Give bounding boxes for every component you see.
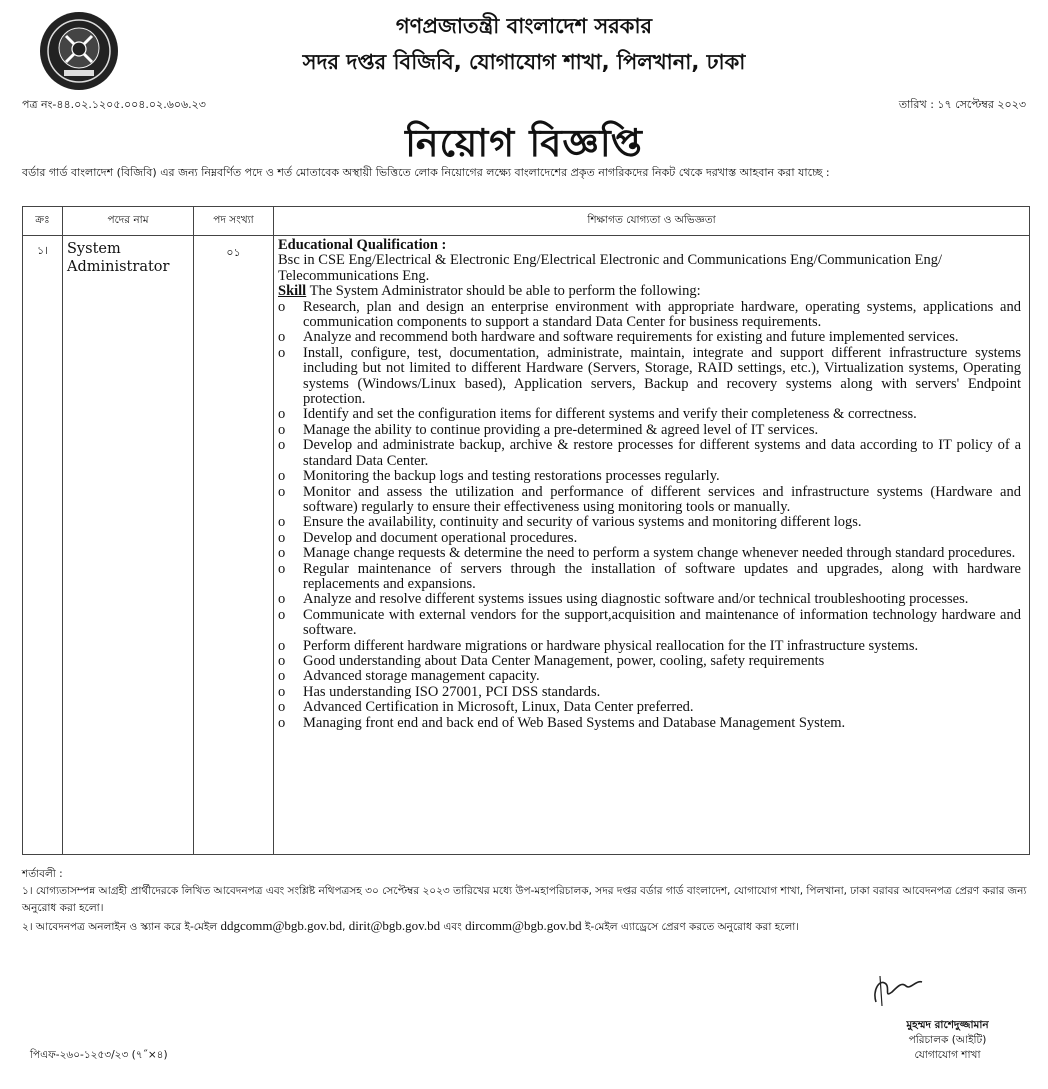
list-item: o Perform different hardware migrations or hardware physical reallocation for the IT infrastructure systems. [278, 637, 919, 654]
edu-qualification-title: Educational Qualification : [278, 237, 447, 253]
signatory-section: যোগাযোগ শাখা [914, 1049, 981, 1061]
list-item: o Manage change requests & determine the need to perform a system change whenever needed through standard procedures. [278, 545, 1016, 562]
conditions-section [22, 866, 1028, 936]
list-item: o Analyze and resolve different systems issues using diagnostic software and/or technical troubleshooting processes. [278, 591, 969, 608]
bullet-icon: o [278, 329, 286, 346]
row-serial: ১। [23, 236, 63, 855]
skill-intro-text: The System Administrator should be able to perform the following: [306, 283, 701, 300]
list-item: o Communicate with external vendors for the support,acquisition and maintenance of information technology hardware and software. [278, 606, 1021, 639]
bullet-icon: o [278, 668, 286, 685]
bullet-icon: o [278, 298, 286, 315]
post-name-line1: System [67, 241, 121, 257]
bullet-icon: o [278, 606, 286, 623]
list-item: o Develop and administrate backup, archive & restore processes for different systems and data according to IT policy of a standard Data Center. [278, 437, 1021, 469]
list-item: o Monitoring the backup logs and testing restorations processes regularly. [278, 468, 720, 485]
row-vacancies: ০১ [194, 236, 274, 855]
col-header-vacancies: পদ সংখ্যা [194, 207, 274, 236]
bullet-icon: o [278, 714, 286, 731]
skill-intro-line [278, 284, 1021, 299]
list-item: o Analyze and recommend both hardware and software requirements for existing and future implemented services. [278, 329, 959, 346]
list-item: o Good understanding about Data Center Management, power, cooling, safety requirements [278, 652, 825, 669]
condition-item-2: ২। আবেদনপত্র অনলাইন ও স্ক্যান করে ই-মেইল ddgcomm@bgb.gov.bd, dirit@bgb.gov.bd এবং dircomm@bgb.gov.bd ই-মেইল এ্যাড্রেসে প্রেরণ করতে অনুরোধ করা হলো। [22, 918, 800, 933]
notice-title: নিয়োগ বিজ্ঞপ্তি [405, 121, 643, 165]
bullet-icon: o [278, 483, 286, 500]
bullet-icon: o [278, 560, 286, 577]
table-header-row [23, 207, 1030, 236]
bullet-icon: o [278, 514, 286, 531]
list-item: o Managing front end and back end of Web Based Systems and Database Management System. [278, 714, 846, 731]
email-dircomm[interactable]: dircomm@bgb.gov.bd [465, 918, 582, 933]
bullet-icon: o [278, 529, 286, 546]
bullet-icon: o [278, 683, 286, 700]
bullet-icon: o [278, 344, 286, 361]
list-item: o Monitor and assess the utilization and performance of different services and infrastructure systems (Hardware and software) regularly to ensure their effectiveness using monitoring tools or manually. [278, 483, 1021, 515]
bullet-icon: o [278, 652, 286, 669]
bullet-icon: o [278, 468, 286, 485]
col-header-post: পদের নাম [63, 207, 194, 236]
email-dirit[interactable]: dirit@bgb.gov.bd [348, 918, 441, 933]
intro-paragraph: বর্ডার গার্ড বাংলাদেশ (বিজিবি) এর জন্য নিম্নবর্ণিত পদে ও শর্ত মোতাবেক অস্থায়ী ভিত্তিতে লোক নিয়োগের লক্ষ্যে বাংলাদেশের প্রকৃত নাগরিকদের নিকট থেকে দরখাস্ত আহবান করা যাচ্ছে : [22, 166, 830, 179]
bullet-icon: o [278, 437, 286, 454]
bullet-icon: o [278, 637, 286, 654]
skills-list [278, 300, 1021, 731]
bullet-icon: o [278, 406, 286, 423]
condition-item-1: ১। যোগ্যতাসম্পন্ন আগ্রহী প্রার্থীদেরকে লিখিত আবেদনপত্র এবং সংশ্লিষ্ট নথিপত্রসহ ৩০ সেপ্টেম্বর ২০২৩ তারিখের মধ্যে উপ-মহাপরিচালক, সদর দপ্তর বর্ডার গার্ড বাংলাদেশ, যোগাযোগ শাখা, পিলখানা, ঢাকা বরাবর আবেদনপত্র প্রেরণ করার জন্য অনুরোধ করা হলো। [22, 885, 1027, 914]
memo-number: পত্র নং-৪৪.০২.১২০৫.০০৪.০২.৬০৬.২৩ [22, 98, 206, 111]
header-office-address: সদর দপ্তর বিজিবি, যোগাযোগ শাখা, পিলখানা, ঢাকা [302, 50, 746, 74]
list-item: o Develop and document operational procedures. [278, 529, 578, 546]
memo-date: তারিখ : ১৭ সেপ্টেম্বর ২০২৩ [898, 98, 1026, 111]
bullet-icon: o [278, 545, 286, 562]
list-item: o Advanced storage management capacity. [278, 668, 540, 685]
list-item: o Install, configure, test, documentation, administrate, maintain, integrate and support different infrastructure systems including but not limited to different Hardware (Servers, Storage, RAID settings, etc.), Virtualization systems, Operating systems (Windows/Linux based), Application servers, Backup and recovery systems along with servers' Endpoint protection. [278, 344, 1021, 408]
signature-scribble [862, 962, 942, 1012]
list-item: o Has understanding ISO 27001, PCI DSS standards. [278, 683, 601, 700]
row-post-name [63, 236, 194, 855]
signatory-name: মুহম্মদ রাশেদুজ্জামান [906, 1019, 989, 1031]
row-qualification [274, 236, 1030, 855]
signature-block [860, 1018, 1035, 1063]
bullet-icon: o [278, 421, 286, 438]
col-header-qualification: শিক্ষাগত যোগ্যতা ও অভিজ্ঞতা [274, 207, 1030, 236]
table-row [23, 236, 1030, 855]
edu-qualification-text: Bsc in CSE Eng/Electrical & Electronic Eng/Electrical Electronic and Communications Eng/Communication Eng/ Telecommunications Eng. [278, 252, 943, 284]
list-item: o Advanced Certification in Microsoft, Linux, Data Center preferred. [278, 699, 694, 716]
header-government-title: গণপ্রজাতন্ত্রী বাংলাদেশ সরকার [395, 14, 653, 38]
footer-reference: পিএফ-২৬০-১২৫৩/২৩ (৭˝×৪) [30, 1049, 168, 1061]
list-item: o Regular maintenance of servers through the installation of software updates and upgrades, along with hardware replacements and expansions. [278, 560, 1021, 592]
list-item: o Ensure the availability, continuity and security of various systems and monitoring different logs. [278, 514, 862, 531]
post-name-line2: Administrator [67, 259, 170, 275]
signatory-designation: পরিচালক (আইটি) [908, 1034, 987, 1046]
conditions-title: শর্তাবলী : [22, 868, 63, 880]
email-ddgcomm[interactable]: ddgcomm@bgb.gov.bd [220, 918, 343, 933]
skill-label: Skill [278, 283, 307, 300]
list-item: o Research, plan and design an enterprise environment with appropriate hardware, operating systems, applications and communication components to support a standard Data Center for business requirements. [278, 298, 1021, 331]
bullet-icon: o [278, 591, 286, 608]
col-header-serial: ক্রঃ [23, 207, 63, 236]
list-item: o Manage the ability to continue providing a pre-determined & agreed level of IT services. [278, 421, 819, 438]
vacancy-table [22, 206, 1030, 855]
bullet-icon: o [278, 699, 286, 716]
list-item: o Identify and set the configuration items for different systems and verify their completeness & correctness. [278, 406, 917, 423]
